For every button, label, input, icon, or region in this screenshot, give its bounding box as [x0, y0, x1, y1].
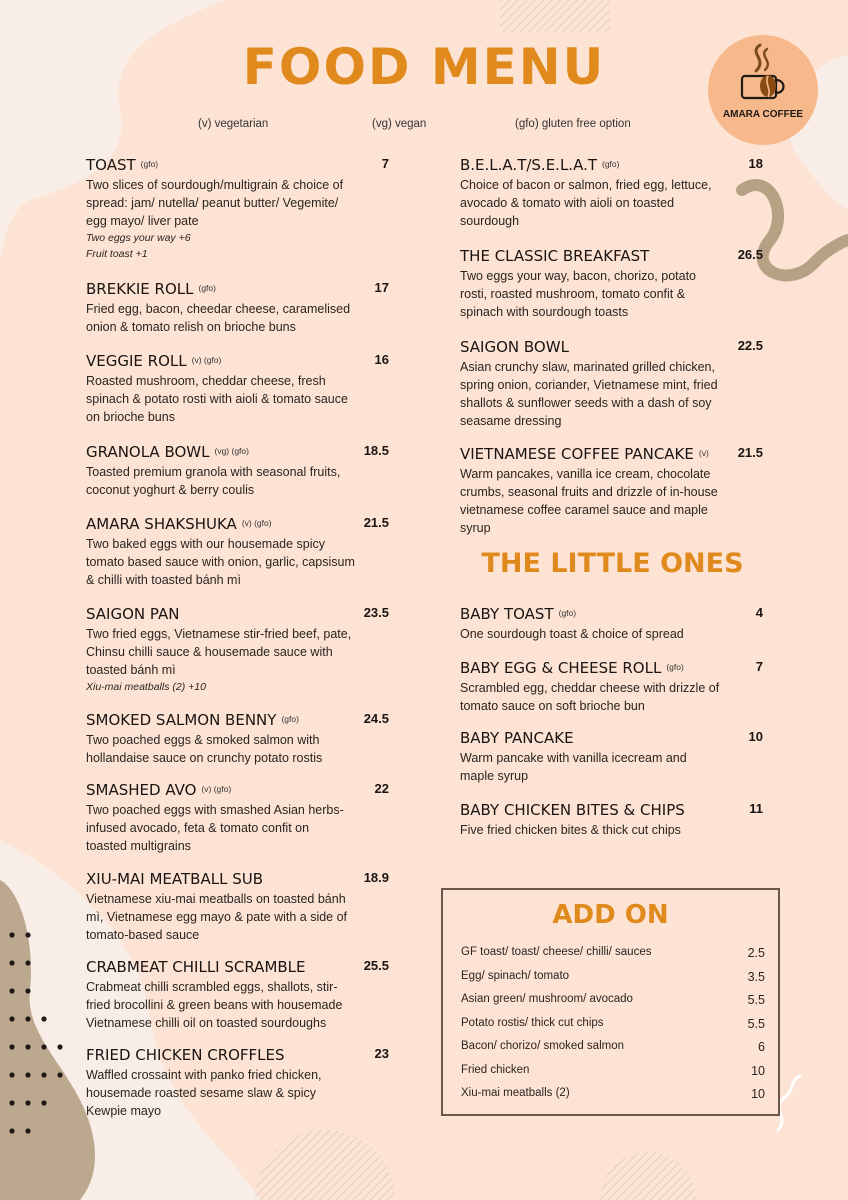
item-price: 21.5: [363, 515, 389, 530]
item-header: [86, 443, 389, 463]
item-name: THE CLASSIC BREAKFAST: [460, 247, 650, 265]
item-name: BABY CHICKEN BITES & CHIPS: [460, 801, 685, 819]
dietary-tag: (gfo): [281, 714, 299, 724]
item-header: [86, 870, 389, 890]
add-on-label: Potato rostis/ thick cut chips: [461, 1016, 604, 1029]
item-description-line: Two baked eggs with our housemade spicy: [86, 537, 326, 551]
coffee-cup-icon: [734, 43, 792, 107]
add-on-row: [461, 1087, 765, 1099]
legend-vegetarian: (v) vegetarian: [198, 118, 269, 130]
item-name: SAIGON BOWL: [460, 338, 569, 356]
item-name: BABY EGG & CHEESE ROLL: [460, 659, 662, 677]
item-description-line: hollandaise sauce on crunchy potato rostis: [86, 751, 323, 765]
item-name: BABY TOAST: [460, 605, 554, 623]
item-description-line: infused avocado, feta & tomato confit on: [86, 821, 310, 835]
add-on-price: 2.5: [747, 946, 765, 960]
item-description-line: Warm pancakes, vanilla ice cream, chocolate: [460, 467, 711, 481]
item-description-line: Scrambled egg, cheddar cheese with drizzle of: [460, 681, 720, 695]
item-header: [460, 445, 763, 465]
item-description-line: Crabmeat chilli scrambled eggs, shallots, stir-: [86, 980, 338, 994]
item-name: GRANOLA BOWL: [86, 443, 210, 461]
item-description-line: Choice of bacon or salmon, fried egg, lettuce,: [460, 178, 712, 192]
item-name: VIETNAMESE COFFEE PANCAKE: [460, 445, 694, 463]
item-header: [86, 781, 389, 801]
item-price: 18.9: [363, 870, 389, 885]
add-on-row: [461, 970, 765, 982]
item-description-line: Two poached eggs with smashed Asian herbs-: [86, 803, 344, 817]
item-price: 7: [755, 659, 763, 674]
item-description-line: spinach with sourdough toasts: [460, 305, 629, 319]
add-on-price: 10: [751, 1087, 765, 1101]
item-description-line: spinach & potato rosti with aioli & tomato sauce: [86, 392, 348, 406]
menu-item: [460, 247, 763, 321]
menu-item: [86, 156, 389, 262]
item-price: 16: [374, 352, 389, 367]
item-name: VEGGIE ROLL: [86, 352, 187, 370]
amara-coffee-logo: [708, 35, 818, 145]
item-description-line: tomato based sauce with onion, garlic, capsisum: [86, 555, 355, 569]
item-description-line: Five fried chicken bites & thick cut chips: [460, 823, 681, 837]
item-price: 21.5: [737, 445, 763, 460]
item-description-line: shallots & sunflower seeds with a dash of soy: [460, 396, 712, 410]
dietary-tag: (v): [698, 448, 709, 458]
item-header: [460, 801, 763, 821]
item-name: BREKKIE ROLL: [86, 280, 194, 298]
item-description-line: avocado & tomato with aioli on toasted: [460, 196, 675, 210]
item-description-line: Two eggs your way, bacon, chorizo, potato: [460, 269, 697, 283]
dietary-tag: (v) (gfo): [241, 518, 272, 528]
add-on-label: Bacon/ chorizo/ smoked salmon: [461, 1040, 624, 1052]
item-price: 7: [381, 156, 389, 171]
item-description-line: housemade roasted sesame slaw & spicy: [86, 1086, 316, 1100]
item-name: SMOKED SALMON BENNY: [86, 711, 277, 729]
item-description-line: Waffled crossaint with panko fried chicken,: [86, 1068, 322, 1082]
item-description-line: Warm pancake with vanilla icecream and: [460, 751, 687, 765]
menu-item: [86, 958, 389, 1032]
item-price: 4: [755, 605, 763, 620]
legend-vegan: (vg) vegan: [372, 118, 427, 130]
item-name: SMASHED AVO: [86, 781, 197, 799]
item-extra-note: Xiu-mai meatballs (2) +10: [86, 681, 206, 693]
item-header: [86, 605, 389, 625]
add-on-title: ADD ON: [552, 900, 669, 930]
menu-item: [86, 1046, 389, 1120]
menu-item: [460, 659, 763, 715]
item-description-line: egg mayo/ liver pate: [86, 214, 199, 228]
item-header: [86, 156, 389, 176]
item-description-line: Fried egg, bacon, cheedar cheese, caramelised: [86, 302, 351, 316]
item-name: CRABMEAT CHILLI SCRAMBLE: [86, 958, 306, 976]
item-description-line: Vietnamese xiu-mai meatballs on toasted bánh: [86, 892, 346, 906]
item-header: [86, 1046, 389, 1066]
item-description-line: rosti, roasted mushroom, tomato confit &: [460, 287, 686, 301]
item-description-line: Vietnamese chilli oil on toasted sourdoughs: [86, 1016, 327, 1030]
item-price: 26.5: [737, 247, 763, 262]
item-description-line: mì, Vietnamese egg mayo & pate with a side of: [86, 910, 348, 924]
item-price: 23.5: [363, 605, 389, 620]
dietary-tag: (gfo): [558, 608, 577, 618]
item-description-line: crumbs, seasonal fruits and drizzle of in-house: [460, 485, 718, 499]
menu-item: [460, 605, 763, 643]
bottom-hatch-circle: [255, 1130, 395, 1200]
item-header: [460, 247, 763, 267]
top-hatch: [500, 0, 610, 32]
page-title: FOOD MENU: [242, 38, 606, 96]
item-description-line: toasted multigrains: [86, 839, 191, 853]
menu-item: [86, 515, 389, 589]
item-description-line: spread: jam/ nutella/ peanut butter/ Vegemite/: [86, 196, 339, 210]
item-price: 17: [374, 280, 389, 295]
item-description-line: fried brocollini & green beans with housemade: [86, 998, 343, 1012]
item-price: 10: [748, 729, 763, 744]
item-name: TOAST: [86, 156, 136, 174]
item-price: 18.5: [363, 443, 389, 458]
item-name: BABY PANCAKE: [460, 729, 574, 747]
add-on-label: GF toast/ toast/ cheese/ chilli/ sauces: [461, 946, 652, 958]
add-on-price: 5.5: [747, 993, 765, 1007]
dietary-tag: (vg) (gfo): [214, 446, 249, 456]
item-description-line: maple syrup: [460, 769, 529, 783]
logo-text: AMARA COFFEE: [722, 109, 804, 120]
add-on-row: [461, 993, 765, 1005]
item-description-line: Roasted mushroom, cheddar cheese, fresh: [86, 374, 326, 388]
item-price: 23: [374, 1046, 389, 1061]
item-description-line: tomato sauce on soft brioche bun: [460, 699, 645, 713]
item-header: [86, 711, 389, 731]
item-description-line: Toasted premium granola with seasonal fruits,: [86, 465, 341, 479]
add-on-price: 10: [751, 1063, 765, 1078]
item-description-line: toasted bánh mì: [86, 663, 176, 677]
item-description-line: Asian crunchy slaw, marinated grilled chicken,: [460, 360, 715, 374]
add-on-label: Xiu-mai meatballs (2): [461, 1087, 570, 1099]
menu-item: [460, 729, 763, 785]
dietary-tag: (gfo): [140, 159, 159, 169]
item-description-line: & chilli with toasted bánh mì: [86, 573, 241, 587]
add-on-box: [441, 888, 780, 1116]
add-on-row: [461, 946, 765, 958]
item-description-line: sourdough: [460, 214, 520, 228]
menu-item: [86, 781, 389, 855]
menu-item: [86, 352, 389, 426]
item-price: 24.5: [363, 711, 389, 726]
add-on-row: [461, 1017, 765, 1029]
item-description-line: syrup: [460, 521, 491, 535]
item-description-line: Two poached eggs & smoked salmon with: [86, 733, 320, 747]
menu-item: [86, 605, 389, 695]
menu-item: [86, 870, 389, 944]
item-price: 22.5: [737, 338, 763, 353]
item-description-line: onion & tomato relish on brioche buns: [86, 320, 296, 334]
dietary-tag: (gfo): [666, 662, 684, 672]
item-description-line: Kewpie mayo: [86, 1104, 162, 1118]
item-extra-note: Two eggs your way +6: [86, 232, 191, 244]
item-header: [86, 515, 389, 535]
dietary-tag: (v) (gfo): [201, 784, 232, 794]
item-header: [460, 338, 763, 358]
item-description-line: spring onion, coriander, Vietnamese mint, fried: [460, 378, 718, 392]
item-description-line: vietnamese coffee caramel sauce and maple: [460, 503, 708, 517]
menu-item: [86, 280, 389, 336]
item-header: [460, 729, 763, 749]
add-on-label: Egg/ spinach/ tomato: [461, 969, 570, 982]
item-extra-note: Fruit toast +1: [86, 248, 148, 260]
item-header: [460, 659, 763, 679]
add-on-label: Asian green/ mushroom/ avocado: [461, 993, 633, 1005]
item-description-line: One sourdough toast & choice of spread: [460, 627, 684, 641]
item-description-line: tomato-based sauce: [86, 928, 200, 942]
dietary-tag: (gfo): [198, 283, 216, 293]
add-on-row: [461, 1064, 765, 1076]
item-description-line: coconut yoghurt & berry coulis: [86, 483, 255, 497]
item-header: [86, 958, 389, 978]
item-price: 25.5: [363, 958, 389, 973]
item-header: [460, 156, 763, 176]
menu-item: [460, 445, 763, 537]
menu-item: [86, 443, 389, 499]
item-price: 18: [748, 156, 763, 171]
item-header: [86, 280, 389, 300]
small-white-squiggle: [778, 1076, 800, 1130]
menu-item: [460, 801, 763, 839]
item-name: SAIGON PAN: [86, 605, 180, 623]
item-name: B.E.L.A.T/S.E.L.A.T: [460, 156, 597, 174]
item-description-line: Two fried eggs, Vietnamese stir-fried beef, pate,: [86, 627, 352, 641]
add-on-row: [461, 1040, 765, 1052]
menu-item: [460, 338, 763, 430]
add-on-label: Fried chicken: [461, 1063, 530, 1076]
item-price: 11: [749, 801, 763, 816]
item-header: [460, 605, 763, 625]
dietary-tag: (gfo): [602, 159, 620, 169]
little-ones-title: THE LITTLE ONES: [481, 548, 744, 579]
item-description-line: Two slices of sourdough/multigrain & choice of: [86, 178, 344, 192]
item-description-line: seasame dressing: [460, 414, 562, 428]
menu-item: [86, 711, 389, 767]
bottom-right-hatch-circle: [600, 1152, 696, 1200]
add-on-price: 6: [758, 1040, 765, 1054]
item-price: 22: [374, 781, 389, 796]
item-description-line: Chinsu chilli sauce & housemade sauce with: [86, 645, 333, 659]
item-name: FRIED CHICKEN CROFFLES: [86, 1046, 285, 1064]
add-on-price: 5.5: [747, 1016, 765, 1031]
item-name: AMARA SHAKSHUKA: [86, 515, 237, 533]
item-header: [86, 352, 389, 372]
menu-item: [460, 156, 763, 230]
dietary-tag: (v) (gfo): [191, 355, 222, 365]
add-on-price: 3.5: [747, 969, 765, 984]
item-description-line: on brioche buns: [86, 410, 175, 424]
item-name: XIU-MAI MEATBALL SUB: [86, 870, 263, 888]
legend-gluten-free: (gfo) gluten free option: [515, 118, 631, 130]
